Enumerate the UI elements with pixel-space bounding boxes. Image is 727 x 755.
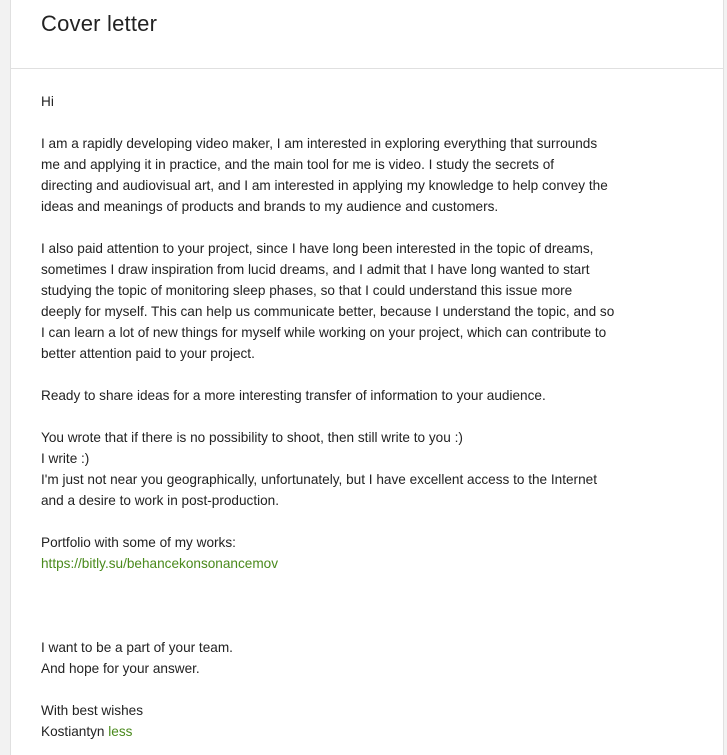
portfolio-link[interactable]: https://bitly.su/behancekonsonancemov <box>41 556 279 571</box>
signature-line <box>41 721 703 742</box>
text-line: I can learn a lot of new things for myself while working on your project, which can contribute to <box>41 325 607 340</box>
text-line: I'm just not near you geographically, unfortunately, but I have excellent access to the Internet <box>41 472 597 487</box>
signoff: With best wishes <box>41 703 143 718</box>
sender-name: Kostiantyn <box>41 724 105 739</box>
letter-body <box>11 69 723 742</box>
greeting: Hi <box>41 94 54 109</box>
text-line: I write :) <box>41 451 90 466</box>
text-line: I also paid attention to your project, since I have long been interested in the topic of dreams, <box>41 241 594 256</box>
text-line: studying the topic of monitoring sleep phases, so that I could understand this issue more <box>41 283 573 298</box>
text-line: deeply for myself. This can help us communicate better, because I understand the topic, and so <box>41 304 615 319</box>
text-line: You wrote that if there is no possibility to shoot, then still write to you :) <box>41 430 463 445</box>
text-line: ideas and meanings of products and brands to my audience and customers. <box>41 199 499 214</box>
card-header <box>11 0 723 69</box>
text-line: and a desire to work in post-production. <box>41 493 280 508</box>
paragraph-intro <box>41 133 703 217</box>
text-line: better attention paid to your project. <box>41 346 255 361</box>
less-toggle[interactable]: less <box>108 724 133 739</box>
portfolio-label: Portfolio with some of my works: <box>41 535 236 550</box>
paragraph-location <box>41 427 703 511</box>
text-line: I am a rapidly developing video maker, I am interested in exploring everything that surrounds <box>41 136 598 151</box>
text-line: sometimes I draw inspiration from lucid dreams, and I admit that I have long wanted to start <box>41 262 590 277</box>
closing-line: I want to be a part of your team. <box>41 640 233 655</box>
page-title: Cover letter <box>41 11 158 36</box>
cover-letter-card <box>10 0 724 755</box>
closing-line: And hope for your answer. <box>41 661 200 676</box>
text-line: directing and audiovisual art, and I am interested in applying my knowledge to help convey the <box>41 178 608 193</box>
paragraph-project <box>41 238 703 364</box>
text-line: me and applying it in practice, and the main tool for me is video. I study the secrets of <box>41 157 555 172</box>
paragraph-ready: Ready to share ideas for a more interesting transfer of information to your audience. <box>41 388 546 403</box>
